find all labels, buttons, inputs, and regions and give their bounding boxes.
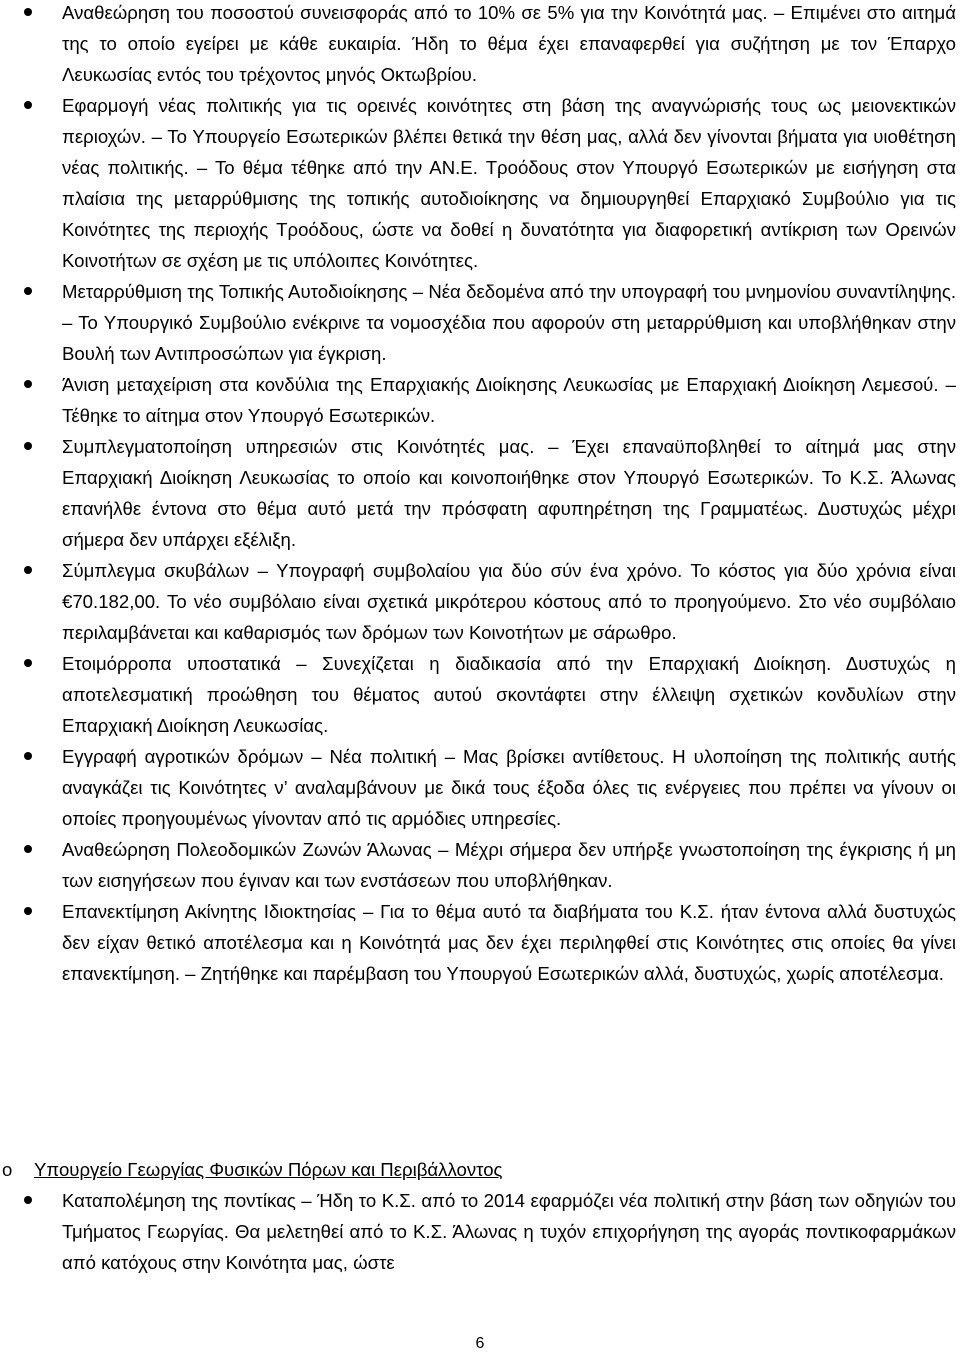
section-marker: o	[2, 1159, 13, 1180]
list-item-text: Σύμπλεγμα σκυβάλων – Υπογραφή συμβολαίου για δύο σύν ένα χρόνο. Το κόστος για δύο χρόνια είναι €70.182,00. Το νέο συμβόλαιο είναι σχετικά μικρότερου κόστους από το προηγούμενο. Στο νέο συμβόλαιο περιλαμβάνεται και καθαρισμός των δρόμων των Κοινοτήτων με σάρωθρο.	[62, 560, 956, 643]
section-heading: Υπουργείο Γεωργίας Φυσικών Πόρων και Περιβάλλοντος	[34, 1159, 503, 1180]
list-item	[0, 834, 960, 896]
list-item	[0, 276, 960, 369]
list-item	[0, 0, 960, 90]
bullet-icon	[24, 101, 32, 109]
list-item-text: Αναθεώρηση του ποσοστού συνεισφοράς από το 10% σε 5% για την Κοινότητά μας. – Επιμένει στο αιτημά της το οποίο εγείρει με κάθε ευκαιρία. Ήδη το θέμα έχει επαναφερθεί για συζήτηση με τον Έπαρχο Λευκωσίας εντός του τρέχοντος μηνός Οκτωβρίου.	[62, 2, 956, 85]
bullet-icon	[24, 8, 32, 16]
bullet-icon	[24, 380, 32, 388]
list-item-text: Ετοιμόρροπα υποστατικά – Συνεχίζεται η διαδικασία από την Επαρχιακή Διοίκηση. Δυστυχώς η αποτελεσματική προώθηση του θέματος αυτού σκοντάφτει στην έλλειψη σχετικών κονδυλίων στην Επαρχιακή Διοίκηση Λευκωσίας.	[62, 653, 956, 736]
bullet-icon	[24, 845, 32, 853]
bullet-icon	[24, 752, 32, 760]
list-item	[0, 369, 960, 431]
bullet-icon	[24, 566, 32, 574]
bullet-icon	[24, 287, 32, 295]
bullet-icon	[24, 907, 32, 915]
list-item-text: Μεταρρύθμιση της Τοπικής Αυτοδιοίκησης – Νέα δεδομένα από την υπογραφή του μνημονίου συναντίληψης. – Το Υπουργικό Συμβούλιο ενέκρινε τα νομοσχέδια που αφορούν στη μεταρρύθμιση και υποβλήθηκαν στην Βουλή των Αντιπροσώπων για έγκριση.	[62, 281, 956, 364]
list-item-text: Εφαρμογή νέας πολιτικής για τις ορεινές κοινότητες στη βάση της αναγνώρισής τους ως μειονεκτικών περιοχών. – Το Υπουργείο Εσωτερικών βλέπει θετικά την θέση μας, αλλά δεν γίνονται βήματα για υιοθέτηση νέας πολιτικής. – Το θέμα τέθηκε από την ΑΝ.Ε. Τροόδους στον Υπουργό Εσωτερικών με εισήγηση στα πλαίσια της μεταρρύθμισης της τοπικής αυτοδιοίκησης να δημιουργηθεί Επαρχιακό Συμβούλιο για τις Κοινότητες της περιοχής Τροόδους, ώστε να δοθεί η δυνατότητα για διαφορετική αντίκριση των Ορεινών Κοινοτήτων σε σχέση με τις υπόλοιπες Κοινότητες.	[62, 95, 956, 271]
section-bullet-list	[0, 1185, 960, 1278]
list-item	[0, 1185, 960, 1278]
list-item-text: Συμπλεγματοποίηση υπηρεσιών στις Κοινότητές μας. – Έχει επαναϋποβληθεί το αίτημά μας στην Επαρχιακή Διοίκηση Λευκωσίας το οποίο και κοινοποιήθηκε στον Υπουργό Εσωτερικών. Το Κ.Σ. Άλωνας επανήλθε έντονα στο θέμα αυτό μετά την πρόσφατη αφυπηρέτηση της Γραμματέως. Δυστυχώς μέχρι σήμερα δεν υπάρχει εξέλιξη.	[62, 436, 956, 550]
list-item	[0, 648, 960, 741]
list-item-text: Αναθεώρηση Πολεοδομικών Ζωνών Άλωνας – Μέχρι σήμερα δεν υπήρξε γνωστοποίηση της έγκρισης ή μη των εισηγήσεων που έγιναν και των ενστάσεων που υποβλήθηκαν.	[62, 839, 956, 891]
list-item	[0, 555, 960, 648]
list-item-text: Επανεκτίμηση Ακίνητης Ιδιοκτησίας – Για το θέμα αυτό τα διαβήματα του Κ.Σ. ήταν έντονα αλλά δυστυχώς δεν είχαν θετικό αποτέλεσμα και η Κοινότητά μας δεν έχει περιληφθεί στις Κοινότητες στις οποίες θα γίνει επανεκτίμηση. – Ζητήθηκε και παρέμβαση του Υπουργού Εσωτερικών αλλά, δυστυχώς, χωρίς αποτέλεσμα.	[62, 901, 956, 984]
list-item	[0, 896, 960, 989]
list-item	[0, 431, 960, 555]
list-item-text: Άνιση μεταχείριση στα κονδύλια της Επαρχιακής Διοίκησης Λευκωσίας με Επαρχιακή Διοίκηση Λεμεσού. – Τέθηκε το αίτημα στον Υπουργό Εσωτερικών.	[62, 374, 956, 426]
bullet-icon	[24, 442, 32, 450]
list-item	[0, 90, 960, 276]
list-item-text: Εγγραφή αγροτικών δρόμων – Νέα πολιτική – Μας βρίσκει αντίθετους. Η υλοποίηση της πολιτικής αυτής αναγκάζει τις Κοινότητες ν’ αναλαμβάνουν με δικά τους έξοδα όλες τις ενέργειες που πρέπει να γίνουν οι οποίες προηγουμένως γίνονταν από τις αρμόδιες υπηρεσίες.	[62, 746, 956, 829]
bullet-icon	[24, 659, 32, 667]
page-number: 6	[475, 1335, 485, 1352]
list-item-text: Καταπολέμηση της ποντίκας – Ήδη το Κ.Σ. από το 2014 εφαρμόζει νέα πολιτική στην βάση των οδηγιών του Τμήματος Γεωργίας. Θα μελετηθεί από το Κ.Σ. Άλωνας η τυχόν επιχορήγηση της αγοράς ποντικοφαρμάκων από κατόχους στην Κοινότητα μας, ώστε	[62, 1190, 956, 1273]
bullet-icon	[24, 1196, 32, 1204]
list-item	[0, 741, 960, 834]
